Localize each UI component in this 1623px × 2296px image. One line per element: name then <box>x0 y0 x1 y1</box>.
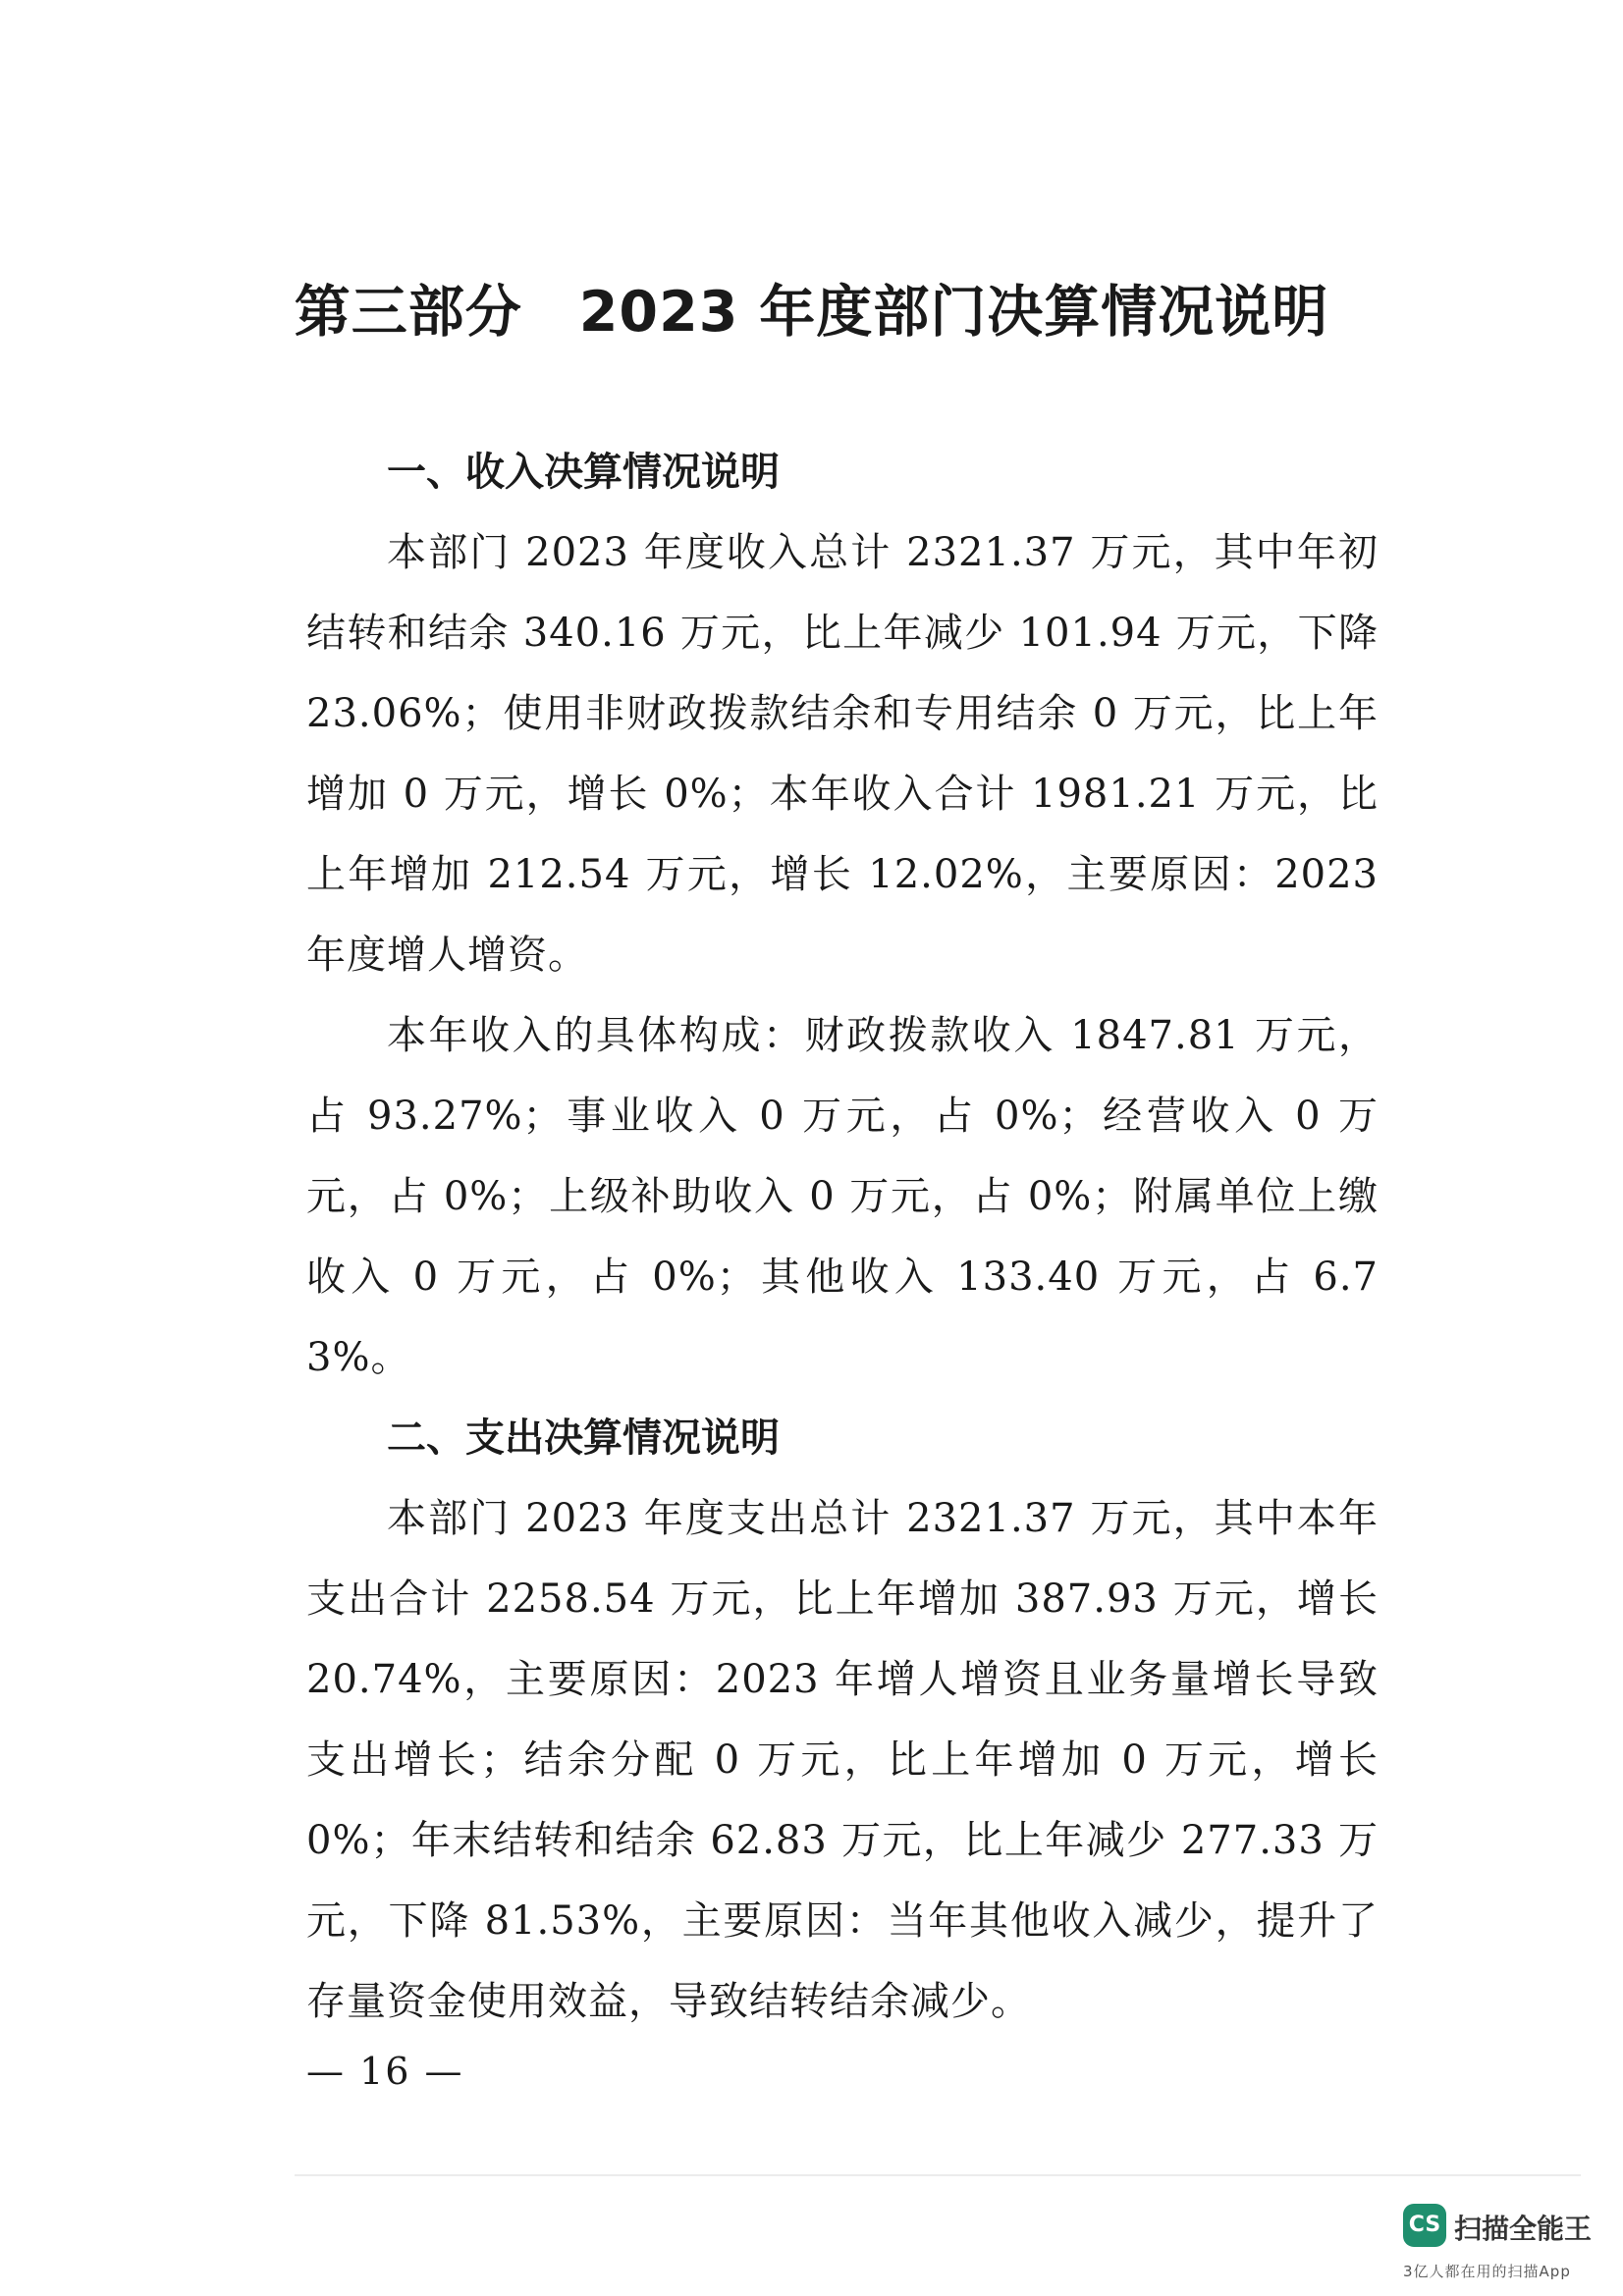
watermark-slogan: 3亿人都在用的扫描App <box>1403 2263 1571 2280</box>
camscanner-logo-icon: CS <box>1403 2204 1446 2247</box>
section-heading-income: 一、收入决算情况说明 <box>387 450 780 495</box>
income-composition-paragraph: 本年收入的具体构成：财政拨款收入 1847.81 万元，占 93.27%；事业收入 0 万元，占 0%；经营收入 0 万元，占 0%；上级补助收入 0 万元，占 0%；附属单位上缴收入 0 万元，占 0%；其他收入 133.40 万元，占 6.73%。 <box>306 1013 1379 1380</box>
income-summary-paragraph: 本部门 2023 年度收入总计 2321.37 万元，其中年初结转和结余 340.16 万元，比上年减少 101.94 万元，下降 23.06%；使用非财政拨款结余和专用结余 0 万元，比上年增加 0 万元，增长 0%；本年收入合计 1981.21 万元，比上年增加 212.54 万元，增长 12.02%，主要原因：2023 年度增人增资。 <box>306 530 1379 978</box>
watermark-app-name: 扫描全能王 <box>1454 2213 1593 2245</box>
scan-edge-divider <box>295 2174 1581 2176</box>
scanner-watermark <box>1403 2204 1599 2282</box>
page-number: — 16 — <box>306 2050 464 2093</box>
page-title: 第三部分 2023 年度部门决算情况说明 <box>294 280 1329 345</box>
section-heading-expenditure: 二、支出决算情况说明 <box>387 1415 780 1461</box>
expenditure-summary-paragraph: 本部门 2023 年度支出总计 2321.37 万元，其中本年支出合计 2258.54 万元，比上年增加 387.93 万元，增长 20.74%，主要原因：2023 年增人增资且业务量增长导致支出增长；结余分配 0 万元，比上年增加 0 万元，增长 0%；年末结转和结余 62.83 万元，比上年减少 277.33 万元，下降 81.53%，主要原因：当年其他收入减少，提升了存量资金使用效益，导致结转结余减少。 <box>306 1496 1379 2024</box>
document-body <box>306 432 1379 2042</box>
